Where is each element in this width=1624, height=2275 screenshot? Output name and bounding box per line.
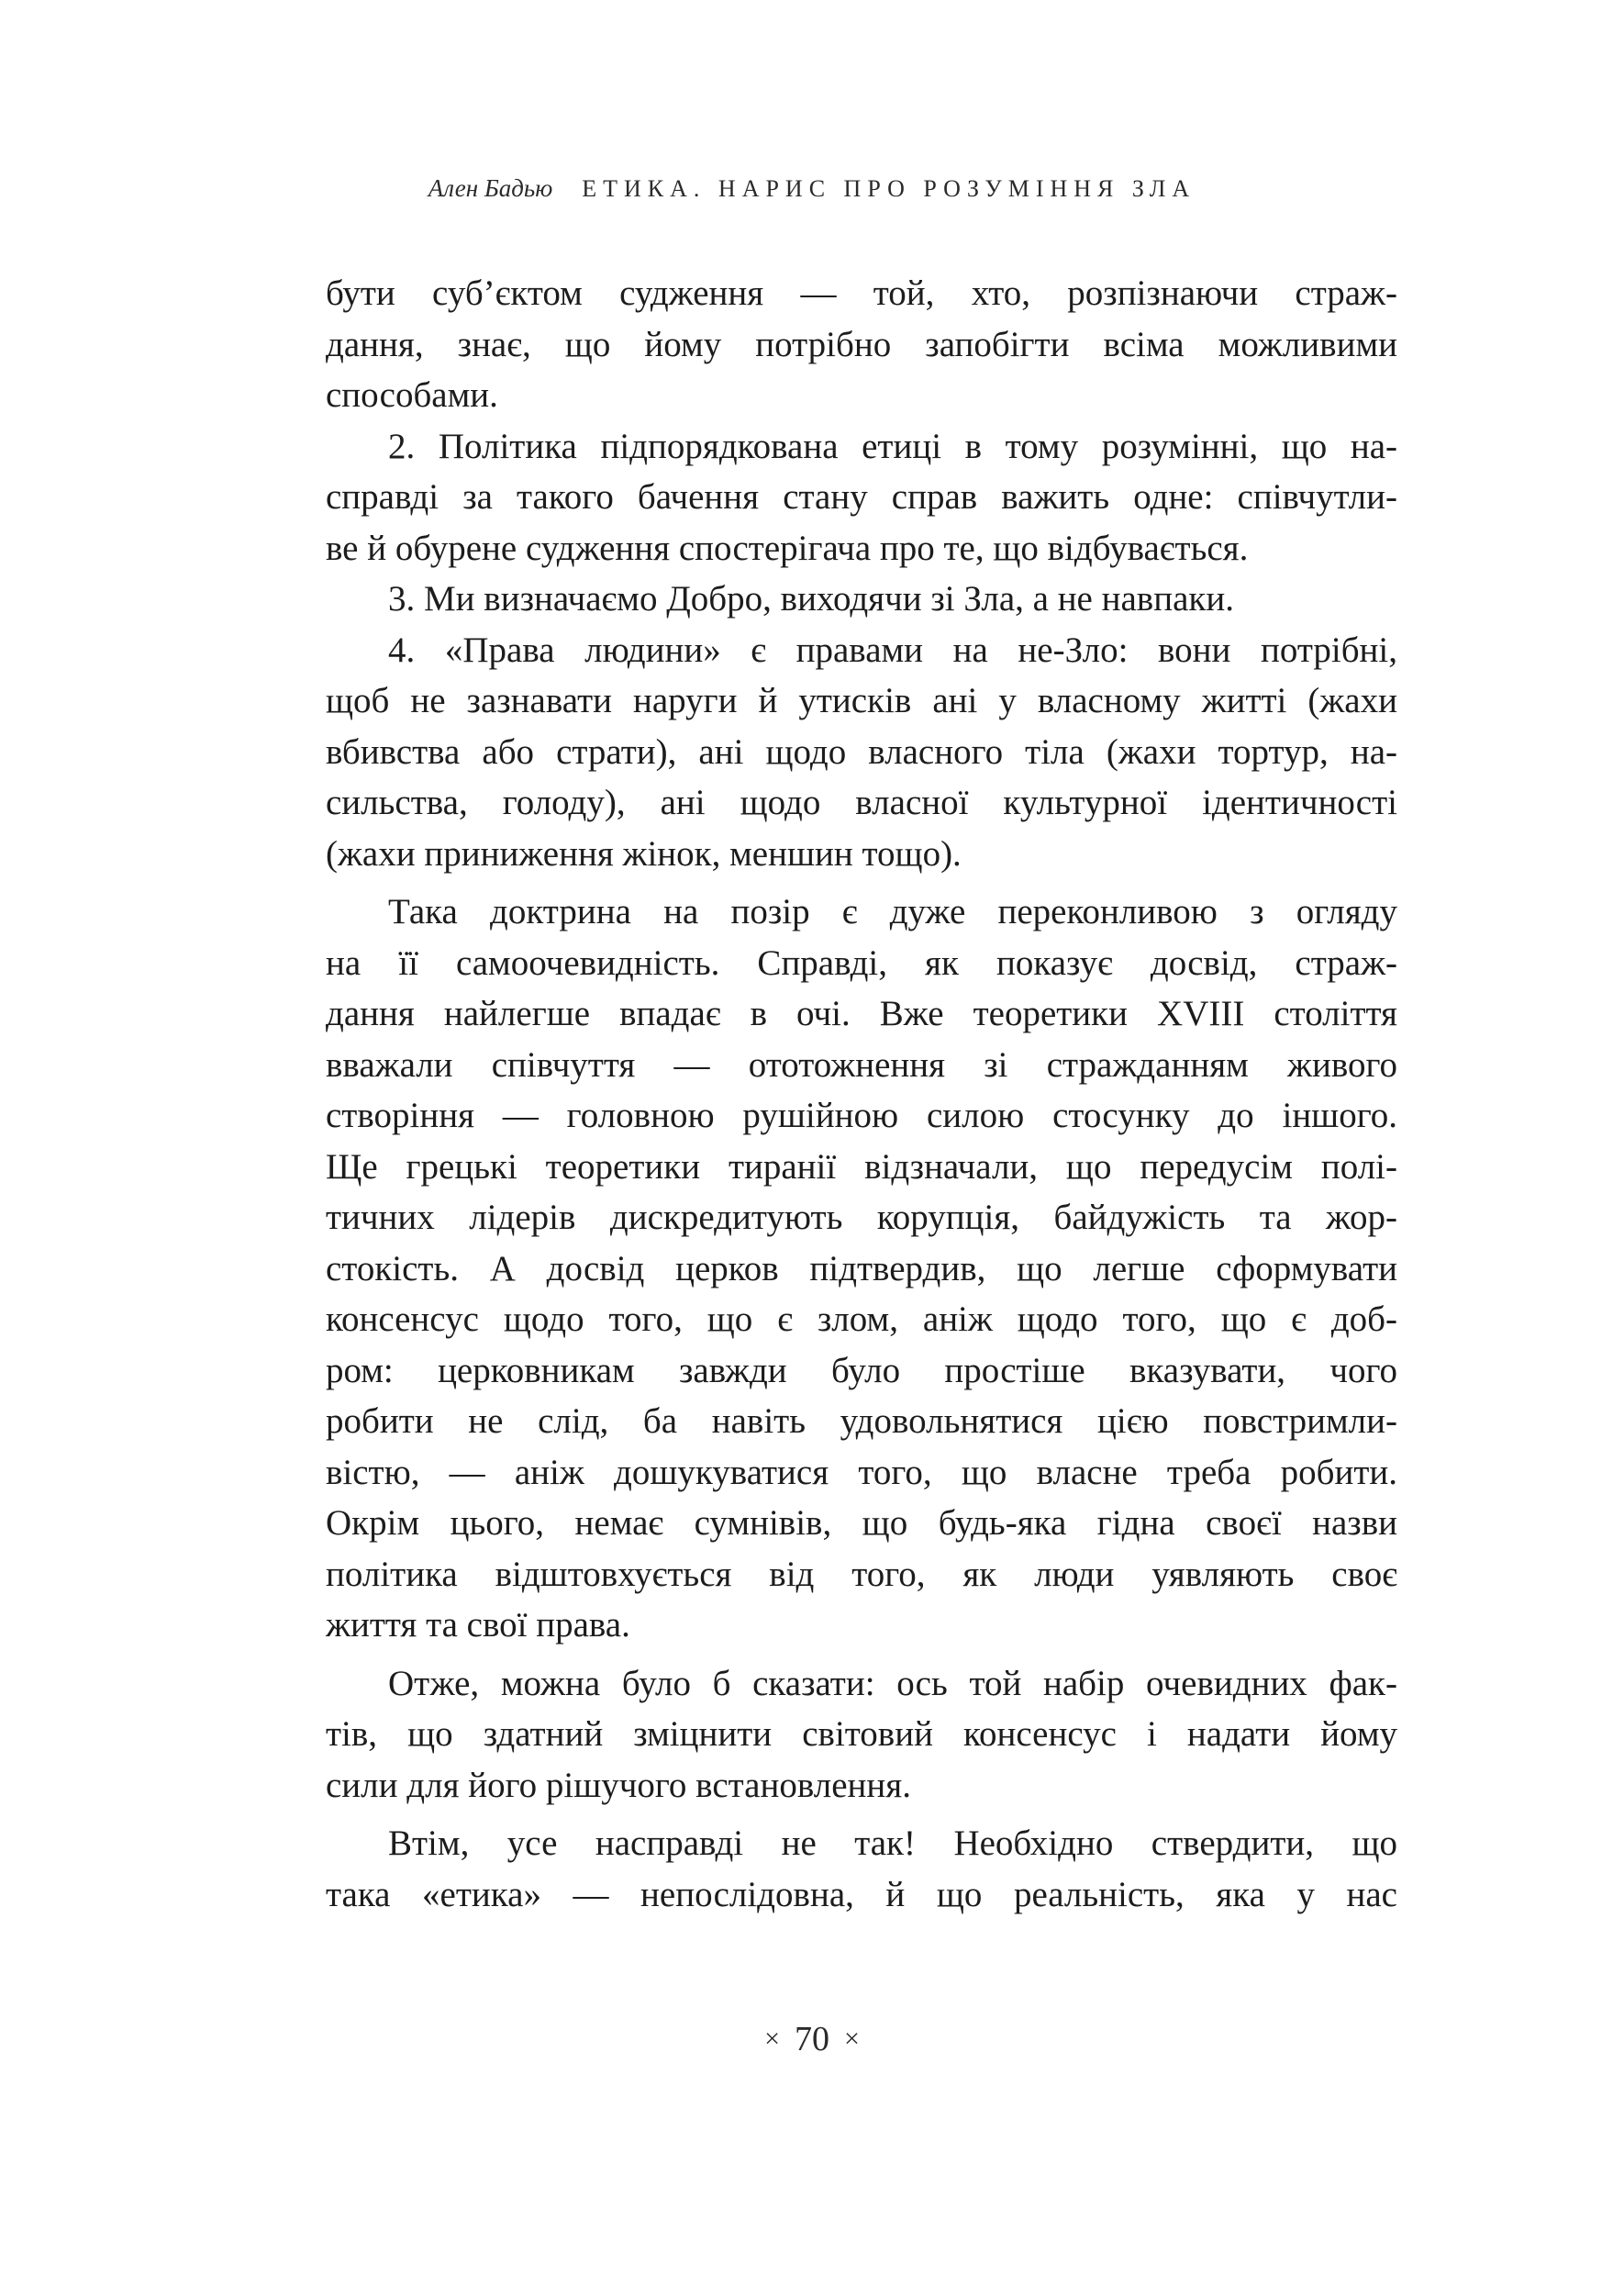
text-line: стокість. А досвід церков підтвердив, що легше сформувати [326, 1248, 1397, 1288]
paragraph-gap [326, 1651, 1397, 1658]
running-head-author: Ален Бадью [428, 174, 553, 202]
text-line: способами. [326, 375, 498, 415]
text-line: Така доктрина на позір є дуже переконливою з огляду [388, 892, 1397, 931]
text-line: консенсус щодо того, що є злом, аніж щодо того, що є доб- [326, 1299, 1397, 1339]
ornament-right: × [844, 2024, 860, 2054]
text-line: сили для його рішучого встановлення. [326, 1765, 911, 1805]
running-head-title: ЕТИКА. НАРИС ПРО РОЗУМІННЯ ЗЛА [582, 175, 1196, 202]
text-line: дання, знає, що йому потрібно запобігти всіма можливими [326, 324, 1397, 364]
text-line: бути суб’єктом судження — той, хто, розпізнаючи страж- [326, 273, 1397, 313]
paragraph-gap [326, 1811, 1397, 1818]
text-line: вістю, — аніж дошукуватися того, що власне треба робити. [326, 1452, 1397, 1492]
text-line: робити не слід, ба навіть удовольнятися цією повстримли- [326, 1401, 1397, 1441]
ornament-left: × [764, 2024, 780, 2054]
text-line: дання найлегше впадає в очі. Вже теоретики XVIII століття [326, 994, 1397, 1033]
text-line: Окрім цього, немає сумнівів, що будь-яка гідна своєї назви [326, 1503, 1397, 1543]
text-line: вважали співчуття — ототожнення зі стражданням живого [326, 1044, 1397, 1085]
text-line: ве й обурене судження спостерігача про те, що відбувається. [326, 528, 1249, 568]
text-line: Втім, усе насправді не так! Необхідно ствердити, що [388, 1823, 1397, 1863]
text-line: ром: церковникам завжди було простіше вказувати, чого [326, 1350, 1397, 1390]
body-text [326, 268, 1397, 1920]
text-line: життя та свої права. [326, 1605, 630, 1645]
paragraph-gap [326, 879, 1397, 887]
text-line: сильства, голоду), ані щодо власної культурної ідентичності [326, 783, 1397, 822]
text-line: тів, що здатний зміцнити світовий консенсус і надати йому [326, 1714, 1397, 1754]
page-number: 70 [795, 2020, 829, 2058]
text-line: щоб не зазнавати наруги й утисків ані у власному житті (жахи [326, 681, 1397, 720]
text-line: Ще грецькі теоретики тиранії відзначали, що передусім полі- [326, 1146, 1397, 1187]
text-line: Отже, можна було б сказати: ось той набір очевидних фак- [388, 1663, 1397, 1703]
running-head [0, 174, 1624, 203]
text-line: на її самоочевидність. Справді, як показує досвід, страж- [326, 942, 1397, 983]
page-number-footer [0, 2019, 1624, 2059]
text-line: така «етика» — непослідовна, й що реальність, яка у нас [326, 1874, 1397, 1914]
text-line: 4. «Права людини» є правами на не-Зло: вони потрібні, [388, 630, 1397, 670]
text-line: створіння — головною рушійною силою стосунку до іншого. [326, 1096, 1397, 1135]
text-line: вбивства або страти), ані щодо власного тіла (жахи тортур, на- [326, 731, 1397, 772]
text-line: політика відштовхується від того, як люди уявляють своє [326, 1554, 1397, 1594]
text-line: (жахи приниження жінок, меншин тощо). [326, 833, 962, 874]
text-line: 3. Ми визначаємо Добро, виходячи зі Зла, а не навпаки. [388, 579, 1234, 619]
text-line: 2. Політика підпорядкована етиці в тому розумінні, що на- [388, 426, 1397, 466]
text-line: справді за такого бачення стану справ важить одне: співчутли- [326, 477, 1397, 517]
text-line: тичних лідерів дискредитують корупція, байдужість та жор- [326, 1198, 1397, 1237]
